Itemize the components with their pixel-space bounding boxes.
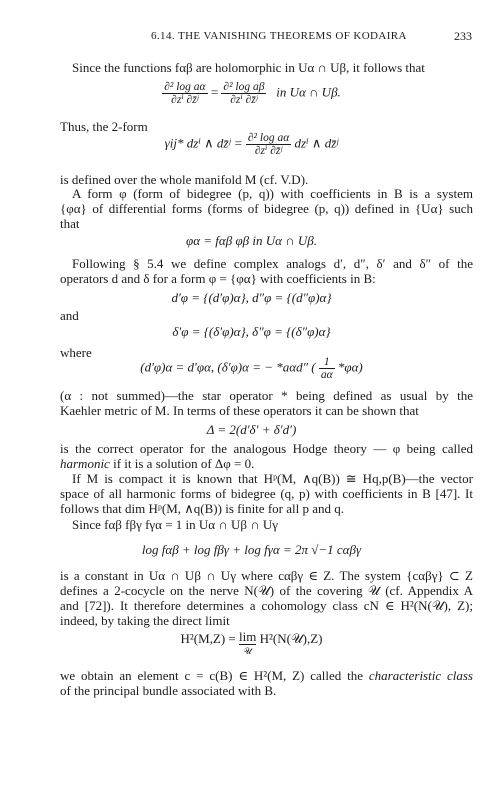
text-line: Since the functions fαβ are holomorphic in Uα ∩ Uβ, it follows that <box>72 60 425 75</box>
equation-3: φα = fαβ φβ in Uα ∩ Uβ. <box>186 233 317 248</box>
fraction: $\frac{\text{∂² log aα}}{\text{∂zⁱ ∂z̄ʲ}}$ <box>247 132 290 157</box>
fraction: $\frac{1}{a\alpha}$ <box>320 356 333 381</box>
text-line: and <box>60 308 79 323</box>
text-line: and [72]). It therefore determines a cohomology class cN ∈ H²(N(𝒰), Z); <box>60 598 473 613</box>
text-line: of the principal bundle associated with B. <box>60 683 277 698</box>
term-harmonic: harmonic <box>60 456 110 471</box>
equation-9: H²(M,Z) = lim 𝒰 H²(N(𝒰),Z) <box>180 629 323 656</box>
direct-limit: lim 𝒰 <box>239 629 257 656</box>
text-line: is defined over the whole manifold M (cf. V.D). <box>60 172 309 187</box>
text-line: follows that dim Hᵖ(M, ∧q(B)) is finite for all p and q. <box>60 501 344 516</box>
text-line: {φα} of differential forms (forms of bidegree (p, q)) defined in {Uα} such <box>60 201 473 216</box>
text-line: Since fαβ fβγ fγα = 1 in Uα ∩ Uβ ∩ Uγ <box>72 517 279 532</box>
text-line: operators d and δ for a form φ = {φα} with coefficients in B: <box>60 271 376 286</box>
text-line: Following § 5.4 we define complex analogs d′, d″, δ′ and δ″ of the <box>72 256 473 271</box>
text-line: is a constant in Uα ∩ Uβ ∩ Uγ where cαβγ ∈ Z. The system {cαβγ} ⊂ Z <box>60 568 473 583</box>
fraction: $\frac{\text{∂² log aα}}{\text{∂zⁱ ∂z̄ʲ}}$ <box>164 81 206 106</box>
text-line: Kaehler metric of M. In terms of these operators it can be shown that <box>60 403 419 418</box>
page-number: 233 <box>454 29 472 43</box>
text-line: is the correct operator for the analogous Hodge theory — φ being called <box>60 441 473 456</box>
term-characteristic-class: characteristic class <box>368 668 473 683</box>
text-line: defines a 2-cocycle on the nerve N(𝒰) of the covering 𝒰 (cf. Appendix A <box>60 583 473 598</box>
text-line: that <box>60 216 80 231</box>
equation-4: d′φ = {(d′φ)α}, d″φ = {(d″φ)α} <box>171 290 332 305</box>
text-line: If M is compact it is known that Hᵖ(M, ∧q(B)) ≅ Hq,p(B)—the vector <box>72 471 473 486</box>
text-line: A form φ (form of bidegree (p, q)) with coefficients in B is a system <box>72 186 473 201</box>
equation-6: (d′φ)α = d′φα, (δ′φ)α = − *aαd″ ( $\frac{1}{a\alpha}$ *φα) <box>140 356 363 381</box>
equation-5: δ′φ = {(δ′φ)α}, δ″φ = {(δ″φ)α} <box>172 324 331 339</box>
text-line: space of all harmonic forms of bidegree (q, p) with coefficients in B [47]. It <box>60 486 473 501</box>
text-line: Thus, the 2-form <box>60 119 148 134</box>
running-header <box>0 29 503 45</box>
equation-1: $\frac{\text{∂² log aα}}{\text{∂zⁱ ∂z̄ʲ}}$ = $\frac{\text{∂² log aβ}}{\text{∂zⁱ ∂z̄ʲ}}$ in Uα ∩ Uβ. <box>164 81 341 106</box>
section-header: 6.14. THE VANISHING THEOREMS OF KODAIRA <box>151 30 407 42</box>
fraction: $\frac{\text{∂² log aβ}}{\text{∂zⁱ ∂z̄ʲ}}$ <box>223 81 265 106</box>
equation-8: log fαβ + log fβγ + log fγα = 2π √−1 cαβγ <box>141 542 362 557</box>
text-line: where <box>60 345 92 360</box>
text-line: we obtain an element c = c(B) ∈ H²(M, Z) called the characteristic class <box>60 668 473 683</box>
text-line: harmonic if it is a solution of Δφ = 0. <box>60 456 255 471</box>
equation-7: Δ = 2(d′δ′ + δ′d′) <box>206 422 297 437</box>
text-line: (α : not summed)—the star operator * being defined as usual by the <box>60 388 473 403</box>
text-line: indeed, by taking the direct limit <box>60 613 230 628</box>
equation-2: γij* dzⁱ ∧ dz̄ʲ = $\frac{\text{∂² log aα}}{\text{∂zⁱ ∂z̄ʲ}}$ dzⁱ ∧ dz̄ʲ <box>164 132 339 157</box>
